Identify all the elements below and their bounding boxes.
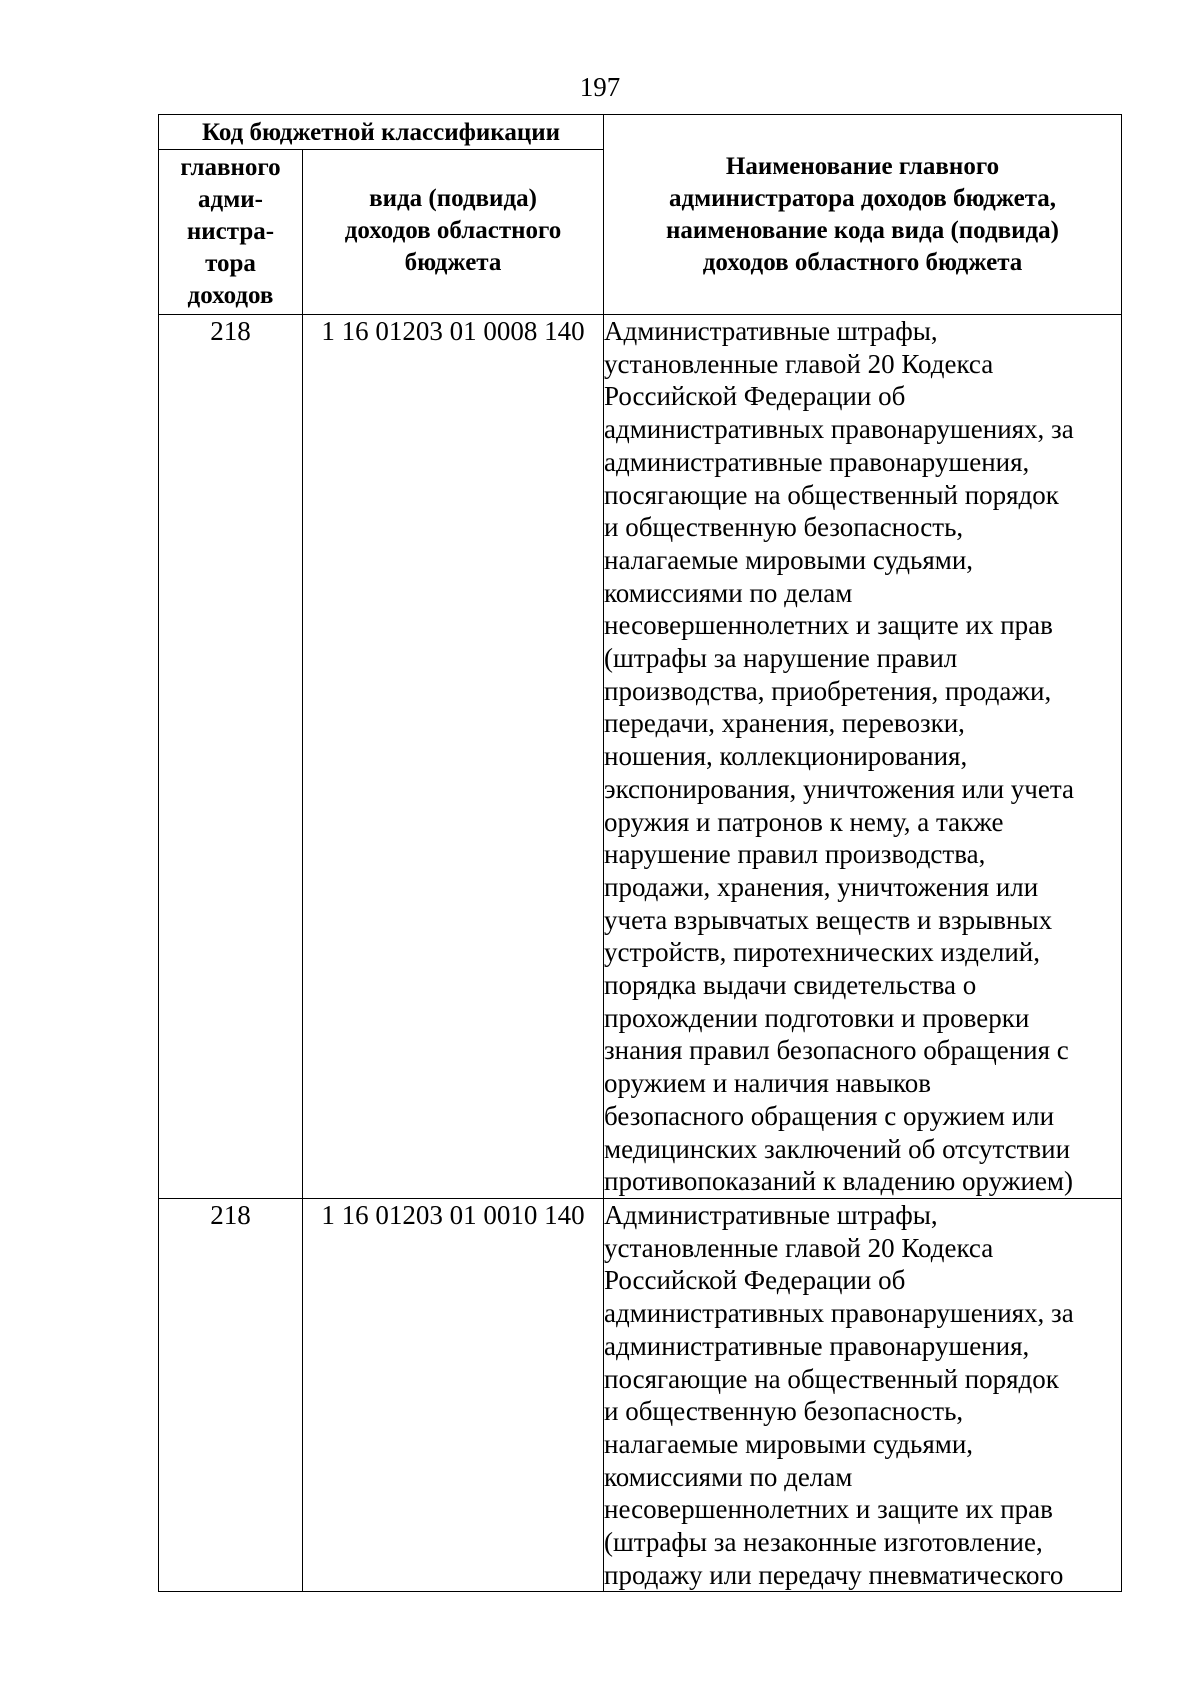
description-line: Российской Федерации об [604, 1265, 906, 1296]
description-line: административных правонарушениях, за [604, 1298, 1074, 1329]
description-line: налагаемые мировыми судьями, [604, 544, 974, 575]
admin-code-cell: 218 [159, 1198, 303, 1591]
description-line: знания правил безопасного обращения с [604, 1035, 1069, 1066]
description-line: прохождении подготовки и проверки [604, 1002, 1030, 1033]
description-line: продажи, хранения, уничтожения или [604, 871, 1039, 902]
description-line: медицинских заключений об отсутствии [604, 1133, 1071, 1164]
description-line: посягающие на общественный порядок [604, 479, 1059, 510]
description-line: установленные главой 20 Кодекса [604, 348, 994, 379]
admin-code-cell: 218 [159, 315, 303, 1199]
description-line: ношения, коллекционирования, [604, 741, 968, 772]
description-line: несовершеннолетних и защите их прав [604, 610, 1053, 641]
description-line: административные правонарушения, [604, 446, 1030, 477]
description-line: экспонирования, уничтожения или учета [604, 773, 1074, 804]
budget-classification-table [158, 114, 1122, 1592]
description-line: безопасного обращения с оружием или [604, 1100, 1055, 1131]
description-line: несовершеннолетних и защите их прав [604, 1494, 1053, 1525]
description-line: Административные штрафы, [604, 1199, 938, 1230]
description-cell [604, 1198, 1122, 1591]
description-line: производства, приобретения, продажи, [604, 675, 1052, 706]
description-line: оружием и наличия навыков [604, 1068, 932, 1099]
description-line: комиссиями по делам [604, 1461, 853, 1492]
budget-code-group-header: Код бюджетной классификации [159, 115, 604, 150]
description-cell [604, 315, 1122, 1199]
description-line: (штрафы за нарушение правил [604, 643, 958, 674]
description-line: учета взрывчатых веществ и взрывных [604, 904, 1053, 935]
description-line: противопоказаний к владению оружием) [604, 1166, 1074, 1197]
description-line: Российской Федерации об [604, 381, 906, 412]
table-row [159, 315, 1122, 1199]
kind-column-header: вида (подвида) доходов областного бюджета [303, 150, 604, 315]
header-row-top [159, 115, 1122, 150]
description-line: установленные главой 20 Кодекса [604, 1232, 994, 1263]
description-line: Административные штрафы, [604, 316, 938, 346]
description-line: передачи, хранения, перевозки, [604, 708, 965, 739]
revenue-code-cell: 1 16 01203 01 0010 140 [303, 1198, 604, 1591]
description-line: налагаемые мировыми судьями, [604, 1428, 974, 1459]
description-line: административные правонарушения, [604, 1330, 1030, 1361]
revenue-code-cell: 1 16 01203 01 0008 140 [303, 315, 604, 1199]
description-line: (штрафы за незаконные изготовление, [604, 1527, 1043, 1558]
description-line: и общественную безопасность, [604, 1396, 964, 1427]
description-line: посягающие на общественный порядок [604, 1363, 1059, 1394]
admin-column-header: главного адми- нистра- тора доходов [159, 150, 303, 315]
description-line: оружия и патронов к нему, а также [604, 806, 1004, 837]
description-line: административных правонарушениях, за [604, 414, 1074, 445]
description-line: и общественную безопасность, [604, 512, 964, 543]
name-column-header: Наименование главного администратора доходов бюджета, наименование кода вида (подвида) доходов областного бюджета [604, 115, 1122, 315]
description-line: комиссиями по делам [604, 577, 853, 608]
description-line: устройств, пиротехнических изделий, [604, 937, 1040, 968]
description-line: нарушение правил производства, [604, 839, 986, 870]
table-row [159, 1198, 1122, 1591]
description-line: продажу или передачу пневматического [604, 1559, 1064, 1590]
page-number: 197 [579, 72, 621, 102]
description-line: порядка выдачи свидетельства о [604, 970, 977, 1001]
